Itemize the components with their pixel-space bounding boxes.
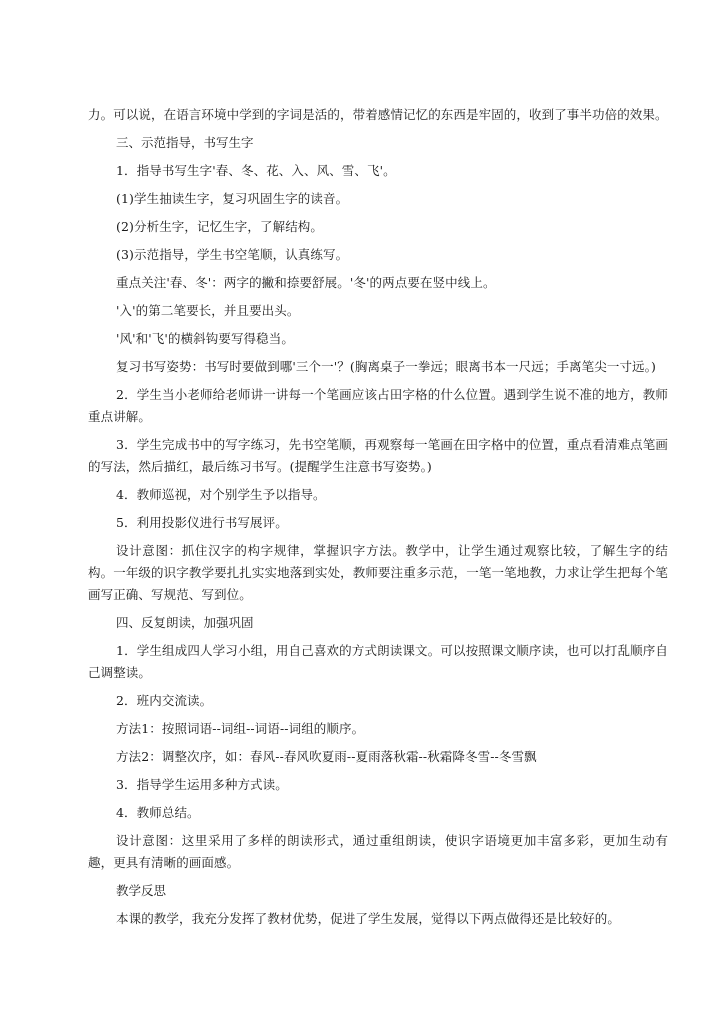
paragraph: (1)学生抽读生字，复习巩固生字的读音。 <box>116 191 349 206</box>
paragraph: 5．利用投影仪进行书写展评。 <box>116 515 288 530</box>
paragraph: 2．班内交流读。 <box>116 693 213 708</box>
paragraph: 3．学生完成书中的写字练习，先书空笔顺，再观察每一笔画在田字格中的位置，重点看清难点笔画的写法，然后描红，最后练习书写。(提醒学生注意书写姿势。) <box>88 437 668 474</box>
paragraph: 本课的教学，我充分发挥了教材优势，促进了学生发展，觉得以下两点做得还是比较好的。 <box>116 911 621 926</box>
paragraph: 4．教师总结。 <box>116 805 200 820</box>
paragraph: 方法1：按照词语--词组--词语--词组的顺序。 <box>116 721 365 736</box>
paragraph: 2．学生当小老师给老师讲一讲每一个笔画应该占田字格的什么位置。遇到学生说不准的地方，教师重点讲解。 <box>88 387 668 424</box>
paragraph: 方法2：调整次序，如：春风--春风吹夏雨--夏雨落秋霜--秋霜降冬雪--冬雪飘 <box>116 749 537 764</box>
paragraph: (2)分析生字，记忆生字，了解结构。 <box>116 219 324 234</box>
design-intent-paragraph: 设计意图：抓住汉字的构字规律，掌握识字方法。教学中，让学生通过观察比较，了解生字的结构。一年级的识字教学要扎扎实实地落到实处，教师要注重多示范，一笔一笔地教，力求让学生把每个笔画写正确、写规范、写到位。 <box>88 543 668 602</box>
design-intent-paragraph: 设计意图：这里采用了多样的朗读形式，通过重组朗读，使识字语境更加丰富多彩，更加生动有趣，更具有清晰的画面感。 <box>88 833 668 870</box>
paragraph-continuation: 力。可以说，在语言环境中学到的字词是活的，带着感情记忆的东西是牢固的，收到了事半功倍的效果。 <box>88 107 668 122</box>
paragraph: 1．指导书写生字'春、冬、花、入、风、雪、飞'。 <box>116 163 396 178</box>
section-heading-3: 三、示范指导，书写生字 <box>116 135 254 150</box>
paragraph: '入'的第二笔要长，并且要出头。 <box>116 303 300 318</box>
paragraph: (3)示范指导，学生书空笔顺，认真练写。 <box>116 247 349 262</box>
section-heading-4: 四、反复朗读，加强巩固 <box>116 615 254 630</box>
paragraph: 重点关注'春、冬'：两字的撇和捺要舒展。'冬'的两点要在竖中线上。 <box>116 275 496 290</box>
paragraph: 1．学生组成四人学习小组，用自己喜欢的方式朗读课文。可以按照课文顺序读，也可以打乱顺序自己调整读。 <box>88 643 668 680</box>
paragraph: '风'和'飞'的横斜钩要写得稳当。 <box>116 331 294 346</box>
paragraph: 复习书写姿势：书写时要做到哪'三个一'？(胸离桌子一拳远；眼离书本一尺远；手离笔尖一寸远。) <box>116 359 656 374</box>
section-heading-reflection: 教学反思 <box>116 883 167 898</box>
paragraph: 3．指导学生运用多种方式读。 <box>116 777 288 792</box>
document-body <box>88 104 668 936</box>
paragraph: 4．教师巡视，对个别学生予以指导。 <box>116 487 326 502</box>
